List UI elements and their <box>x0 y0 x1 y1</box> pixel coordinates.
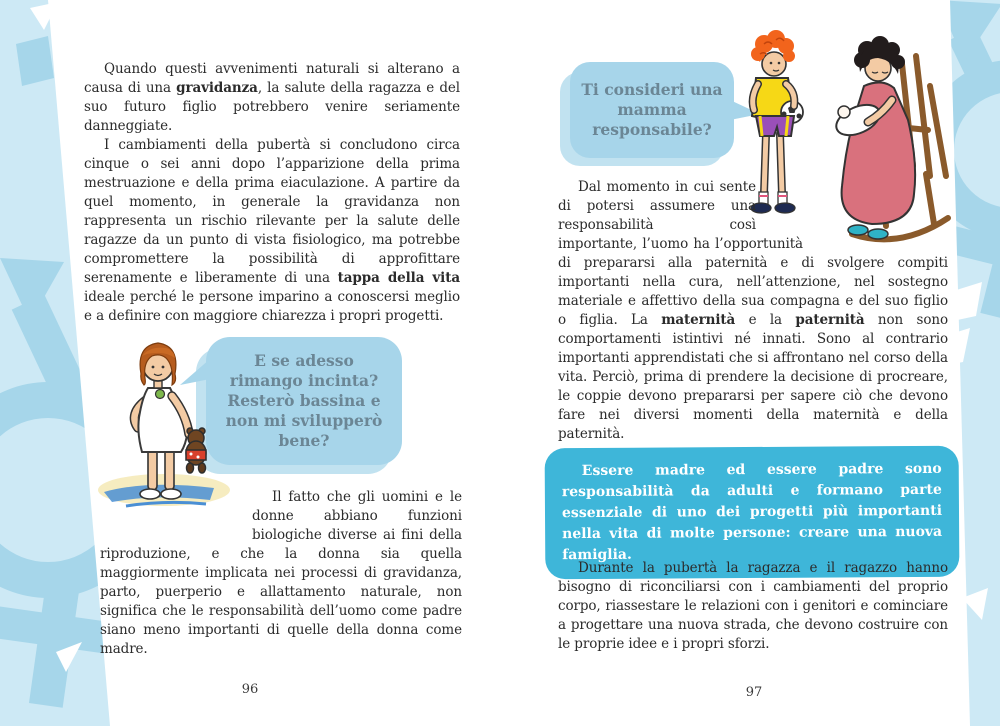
page-number-left: 96 <box>241 682 259 697</box>
paragraph: Quando questi avvenimenti naturali si alterano a causa di una gravidanza, la salute della ragazza e del suo futuro figlio potrebbero venire seriamente danneggiate. <box>84 61 460 134</box>
callout-text: Essere madre ed essere padre sono responsabilità da adulti e formano parte essenziale di uno dei progetti più importanti nella vita di molte persone: creare una nuova famiglia. <box>561 460 943 564</box>
paragraph: Durante la pubertà la ragazza e il ragazzo hanno bisogno di riconciliarsi con i cambiamenti del proprio corpo, riassestare le relazioni con i genitori e cominciare a progettare una nuova strada, che devono costruire con le proprie idee e i propri sforzi. <box>558 560 948 652</box>
illustration-wrap-spacer <box>803 235 948 254</box>
speech-bubble-text: Ti consideri una mamma responsabile? <box>581 80 723 139</box>
right-page-text-top <box>558 178 948 444</box>
paragraph: I cambiamenti della pubertà si concludono circa cinque o sei anni dopo l’apparizione della prima mestruazione e della prima eiaculazione. A partire da quel momento, in generale la gravidanza non rappresenta un rischio rilevante per la salute delle ragazze da un punto di vista fisiologico, ma potrebbe compromettere la possibilità di approfittare serenamente e liberamente di una tappa della vita ideale perché le persone imparino a conoscersi meglio e a definire con maggiore chiarezza i propri progetti. <box>84 137 460 324</box>
paragraph: Il fatto che gli uomini e le donne abbiano funzioni biologiche diverse ai fini della riproduzione, e che la donna sia quella maggiormente implicata nei processi di gravidanza, parto, puerperio e allattamento naturale, non significa che le responsabilità dell’uomo come padre siano meno importanti di quelle della donna come madre. <box>100 489 462 657</box>
paragraph: Dal momento in cui sente di potersi assumere una responsabilità così importante, l’uomo ha l’opportunità di prepararsi alla paternità e di svolgere compiti importanti nella cura, nell’attenzione, nel sostegno materiale e affettivo della sua compagna e del suo figlio o figlia. La maternità e la paternità non sono comportamenti istintivi né innati. Sono al contrario importanti apprendistati che si affrontano nel corso della vita. Perciò, prima di prendere la decisione di procreare, le coppie devono prepararsi per sapere ciò che devono fare nei diversi momenti della maternità e della paternità. <box>558 179 948 442</box>
right-page-text-bottom <box>558 559 948 654</box>
speech-bubble-responsible-mom <box>570 62 734 158</box>
illustration-wrap-spacer <box>756 178 948 235</box>
speech-bubble-text: E se adesso rimango incinta? Resterò bassina e non mi svilupperò bene? <box>225 351 383 450</box>
page-number-right: 97 <box>745 685 763 700</box>
